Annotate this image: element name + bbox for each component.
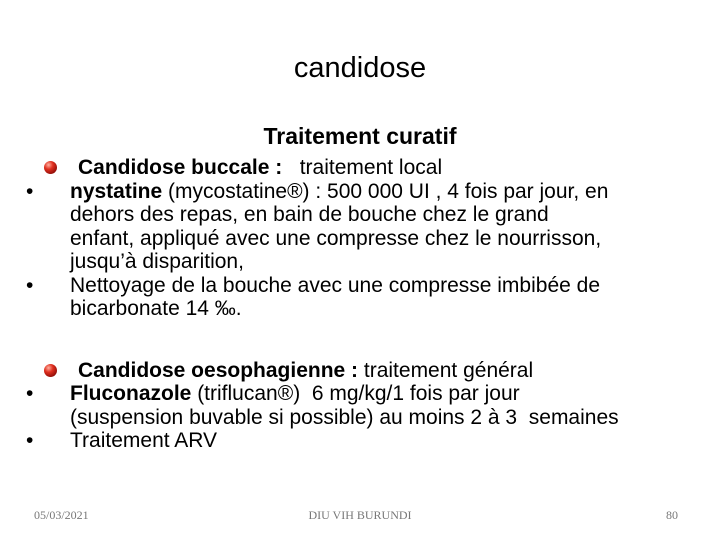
footer-center-text: DIU VIH BURUNDI	[308, 508, 412, 522]
slide-content	[22, 156, 702, 453]
item-text: dehors des repas, en bain de bouche chez le grand	[70, 203, 549, 226]
item-text: (triflucan®) 6 mg/kg/1 fois par jour	[191, 382, 520, 405]
slide-subtitle: Traitement curatif	[263, 123, 457, 149]
item-text: Traitement ARV	[70, 429, 218, 452]
slide-title: candidose	[293, 52, 427, 84]
item-text: (mycostatine®) : 500 000 UI , 4 fois par jour, en	[162, 179, 609, 203]
item-text: Nettoyage de la bouche avec une compresse imbibée de	[70, 273, 601, 297]
list-item-nettoyage	[22, 274, 702, 321]
item-text: jusqu’à disparition,	[70, 250, 244, 273]
item-text: bicarbonate 14 ‰.	[70, 297, 242, 320]
item-bold: nystatine	[70, 179, 163, 203]
section-heading-oesophagienne	[22, 359, 702, 383]
list-item-arv	[22, 429, 702, 453]
heading-bold: Candidose oesophagienne :	[78, 358, 359, 382]
round-bullet-icon: •	[26, 273, 34, 297]
footer-date: 05/03/2021	[34, 508, 89, 522]
section-heading-buccale	[22, 156, 702, 180]
list-item-nystatine	[22, 180, 702, 274]
round-bullet-icon: •	[26, 179, 34, 203]
heading-rest: traitement général	[358, 358, 534, 382]
heading-rest: traitement local	[282, 156, 443, 179]
item-bold: Fluconazole	[70, 382, 192, 405]
red-ball-icon	[44, 161, 57, 174]
item-text: enfant, appliqué avec une compresse chez le nourrisson,	[70, 226, 602, 250]
item-text: (suspension buvable si possible) au moins 2 à 3 semaines	[70, 405, 619, 429]
list-item-fluconazole	[22, 382, 702, 429]
footer-page-number: 80	[666, 508, 678, 522]
heading-bold: Candidose buccale :	[78, 156, 283, 179]
round-bullet-icon: •	[26, 382, 34, 405]
red-ball-icon	[44, 364, 57, 377]
round-bullet-icon: •	[26, 429, 34, 452]
